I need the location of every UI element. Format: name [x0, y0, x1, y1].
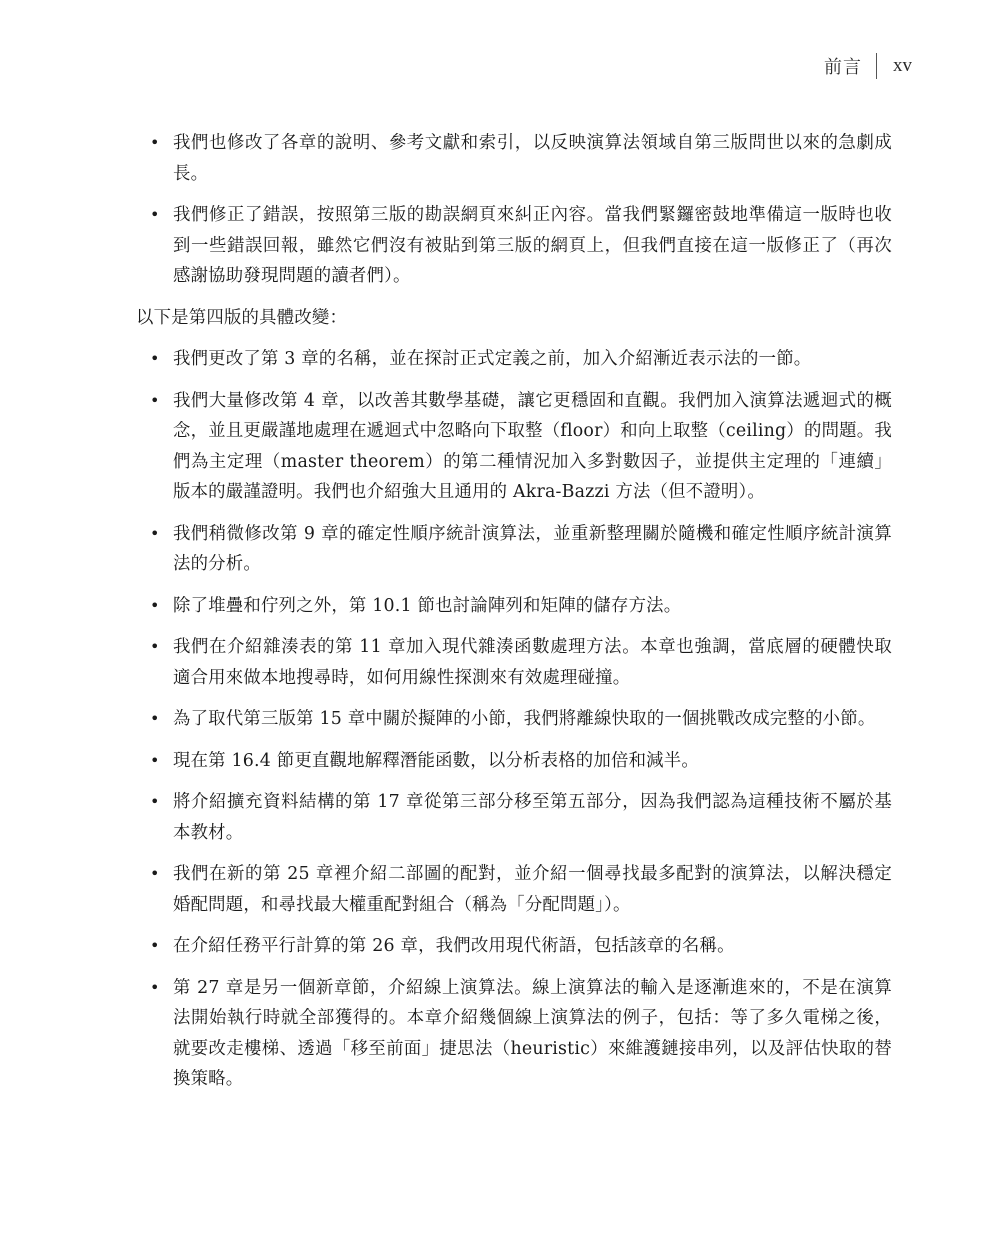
list-item-text: 將介紹擴充資料結構的第 17 章從第三部分移至第五部分，因為我們認為這種技術不屬於基本教材。: [173, 792, 892, 843]
bullet-icon: •: [150, 637, 160, 656]
bullet-icon: •: [150, 709, 160, 728]
list-item: [136, 632, 892, 693]
intro-paragraph: 以下是第四版的具體改變：: [136, 307, 348, 328]
page-number: xv: [893, 55, 912, 76]
list-item-text: 我們稍微修改第 9 章的確定性順序統計演算法，並重新整理關於隨機和確定性順序統計演算法的分析。: [173, 523, 892, 574]
list-item-text: 為了取代第三版第 15 章中關於擬陣的小節，我們將離線快取的一個挑戰改成完整的小節。: [173, 709, 876, 729]
bullet-icon: •: [150, 936, 160, 955]
list-item-text: 我們大量修改第 4 章，以改善其數學基礎，讓它更穩固和直觀。我們加入演算法遞迴式的概念，並且更嚴謹地處理在遞迴式中忽略向下取整（floor）和向上取整（ceiling）的問題。我們為主定理（master theorem）的第二種情況加入多對數因子，並提供主定理的「連續」版本的嚴謹證明。我們也介紹強大且通用的 Akra-Bazzi 方法（但不證明）。: [173, 390, 892, 502]
list-item: [136, 931, 892, 962]
list-item: [136, 200, 892, 292]
list-item: [136, 973, 892, 1095]
list-item: [136, 128, 892, 189]
list-item: [136, 859, 892, 920]
list-item-text: 除了堆疊和佇列之外，第 10.1 節也討論陣列和矩陣的儲存方法。: [173, 595, 682, 616]
list-item: [136, 386, 892, 508]
bullet-icon: •: [150, 864, 160, 883]
bullet-icon: •: [150, 750, 160, 770]
bullet-icon: •: [150, 977, 160, 997]
bullet-icon: •: [150, 133, 160, 152]
list-item-text: 我們修正了錯誤，按照第三版的勘誤網頁來糾正內容。當我們緊鑼密鼓地準備這一版時也收到一些錯誤回報，雖然它們沒有被貼到第三版的網頁上，但我們直接在這一版修正了（再次感謝協助發現問題的讀者們）。: [173, 205, 892, 286]
list-item-text: 我們在介紹雜湊表的第 11 章加入現代雜湊函數處理方法。本章也強調，當底層的硬體快取適合用來做本地搜尋時，如何用線性探測來有效處理碰撞。: [173, 637, 892, 688]
bullet-icon: •: [150, 349, 160, 368]
list-item-text: 在介紹任務平行計算的第 26 章，我們改用現代術語，包括該章的名稱。: [173, 936, 735, 956]
header-section-title: 前言: [824, 57, 862, 78]
bullet-list-changes: [136, 344, 892, 1095]
list-item: [136, 591, 892, 622]
list-item-text: 我們在新的第 25 章裡介紹二部圖的配對，並介紹一個尋找最多配對的演算法，以解決穩定婚配問題，和尋找最大權重配對組合（稱為「分配問題」）。: [173, 864, 892, 915]
bullet-icon: •: [150, 523, 160, 543]
list-item-text: 現在第 16.4 節更直觀地解釋潛能函數，以分析表格的加倍和減半。: [173, 750, 699, 771]
list-item: [136, 704, 892, 735]
header-divider: [876, 53, 877, 79]
list-item: [136, 519, 892, 580]
list-item-text: 我們也修改了各章的說明、參考文獻和索引，以反映演算法領域自第三版問世以來的急劇成長。: [173, 133, 892, 184]
list-item: [136, 746, 892, 777]
running-header: [824, 52, 912, 80]
list-item: [136, 787, 892, 848]
list-item-text: 第 27 章是另一個新章節，介紹線上演算法。線上演算法的輸入是逐漸進來的，不是在演算法開始執行時就全部獲得的。本章介紹幾個線上演算法的例子，包括：等了多久電梯之後，就要改走樓梯、透過「移至前面」捷思法（heuristic）來維護鏈接串列，以及評估快取的替換策略。: [173, 977, 892, 1089]
bullet-icon: •: [150, 595, 160, 615]
bullet-list-top: [136, 128, 892, 292]
page-body: [136, 128, 892, 1106]
bullet-icon: •: [150, 792, 160, 811]
bullet-icon: •: [150, 205, 160, 224]
bullet-icon: •: [150, 390, 160, 410]
list-item-text: 我們更改了第 3 章的名稱，並在探討正式定義之前，加入介紹漸近表示法的一節。: [173, 349, 812, 369]
list-item: [136, 344, 892, 375]
